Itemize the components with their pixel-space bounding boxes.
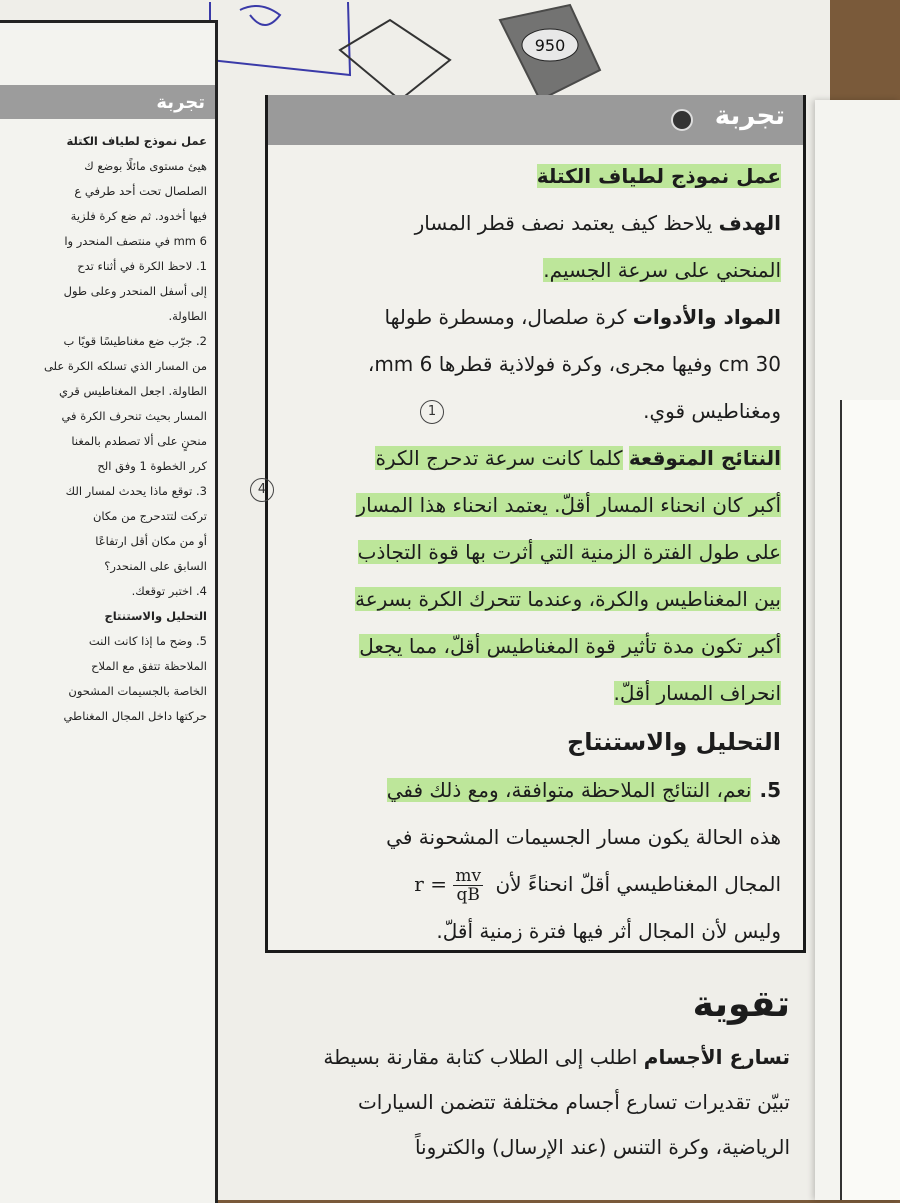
materials-label: المواد والأدوات [632,305,781,329]
background-page-far-right [840,400,900,1200]
reinforcement-section [255,975,810,1200]
left-column-line: 4. اختبر توقعك. [131,584,207,598]
left-column-line: عمل نموذج لطياف الكتلة [66,134,207,148]
expected-1: كلما كانت سرعة تدحرج الكرة [375,446,623,470]
formula-lhs: r = [414,872,447,896]
expected-label: النتائج المتوقعة [628,446,781,470]
reinforcement-line-1: اطلب إلى الطلاب كتابة مقارنة بسيطة [323,1045,638,1069]
expected-6: انحراف المسار أقلّ. [613,681,781,705]
left-column-line: من المسار الذي تسلكه الكرة على [43,359,207,373]
left-column-line: حركتها داخل المجال المغناطي [63,709,207,723]
formula-numerator: mv [455,866,482,886]
left-column-line: الطاولة. [168,309,207,323]
left-column-line: 3. توقع ماذا يحدث لمسار الك [65,484,207,498]
left-column-line: 2. جرّب ضع مغناطيسًا قويًا ب [63,334,207,348]
radius-formula [414,861,483,908]
left-column-line: منحنٍ على ألا تصطدم بالمغنا [71,434,207,448]
answer-2: هذه الحالة يكون مسار الجسيمات المشحونة في [386,825,781,849]
left-column-line: أو من مكان أقل ارتفاعًا [95,534,207,548]
left-column-line: إلى أسفل المنحدر وعلى طول [63,284,207,298]
left-column-line: فيها أخدود. ثم ضع كرة فلزية [70,209,207,223]
left-column [0,20,218,1203]
sketch-number: 950 [534,36,566,55]
left-column-text [0,119,215,729]
left-column-line: الصلصال تحت أحد طرفي ع [74,184,207,198]
materials-1: كرة صلصال، ومسطرة طولها [384,305,627,329]
left-column-line: السابق على المنحدر؟ [104,559,207,573]
analysis-title: التحليل والاستنتاج [566,728,781,756]
answer-number: 5. [759,778,781,802]
left-column-line: تركت لتتدحرج من مكان [92,509,207,523]
left-column-line: 6 mm في منتصف المنحدر وا [64,234,207,248]
expected-4: بين المغناطيس والكرة، وعندما تتحرك الكرة بسرعة [354,587,781,611]
experiment-header-label: تجربة [714,101,785,131]
left-column-line: الطاولة. اجعل المغناطيس قري [58,384,207,398]
materials-2: 30 cm وفيها مجرى، وكرة فولاذية قطرها 6 mm، [367,352,781,376]
reinforcement-label: تسارع الأجسام [643,1045,790,1069]
left-column-header [0,85,215,119]
experiment-title: عمل نموذج لطياف الكتلة [536,164,781,188]
goal-label: الهدف [718,211,781,235]
expected-5: أكبر تكون مدة تأثير قوة المغناطيس أقلّ، مما يجعل [359,634,781,658]
answer-4: وليس لأن المجال أثر فيها فترة زمنية أقلّ. [436,919,781,943]
reinforcement-line-2: تبيّن تقديرات تسارع أجسام مختلفة تتضمن السيارات [357,1090,790,1114]
left-column-line: الخاصة بالجسيمات المشحون [68,684,207,698]
circled-annotation-1: 1 [420,400,444,424]
circled-annotation-2: 4 [250,478,274,502]
left-header-label: تجربة [156,91,205,113]
answer-3: المجال المغناطيسي أقلّ انحناءً لأن [495,872,781,896]
answer-1: نعم، النتائج الملاحظة متوافقة، ومع ذلك ففي [386,778,752,802]
left-column-line: الملاحظة تتفق مع الملاح [91,659,207,673]
goal-text-1: يلاحظ كيف يعتمد نصف قطر المسار [414,211,713,235]
left-column-line: المسار بحيث تنحرف الكرة في [61,409,207,423]
bullet-icon [671,109,693,131]
formula-denominator: qB [456,885,480,905]
experiment-content [268,145,803,955]
left-column-line: التحليل والاستنتاج [104,609,207,623]
reinforcement-line-3: الرياضية، وكرة التنس (عند الإرسال) والكتروناً [414,1135,790,1159]
expected-3: على طول الفترة الزمنية التي أثرت بها قوة التجاذب [357,540,781,564]
reinforcement-title: تقوية [692,984,790,1025]
left-column-line: كرر الخطوة 1 وفق الح [97,459,207,473]
goal-text-2: المنحني على سرعة الجسيم. [543,258,781,282]
experiment-header [268,95,803,145]
left-column-line: 5. وضح ما إذا كانت النت [88,634,207,648]
materials-3: ومغناطيس قوي. [643,399,781,423]
expected-2: أكبر كان انحناء المسار أقلّ. يعتمد انحناء هذا المسار [356,493,781,517]
left-column-line: 1. لاحظ الكرة في أثناء تدح [77,259,207,273]
left-column-line: هيئ مستوى مائلًا بوضع ك [84,159,207,173]
experiment-box [265,95,806,953]
